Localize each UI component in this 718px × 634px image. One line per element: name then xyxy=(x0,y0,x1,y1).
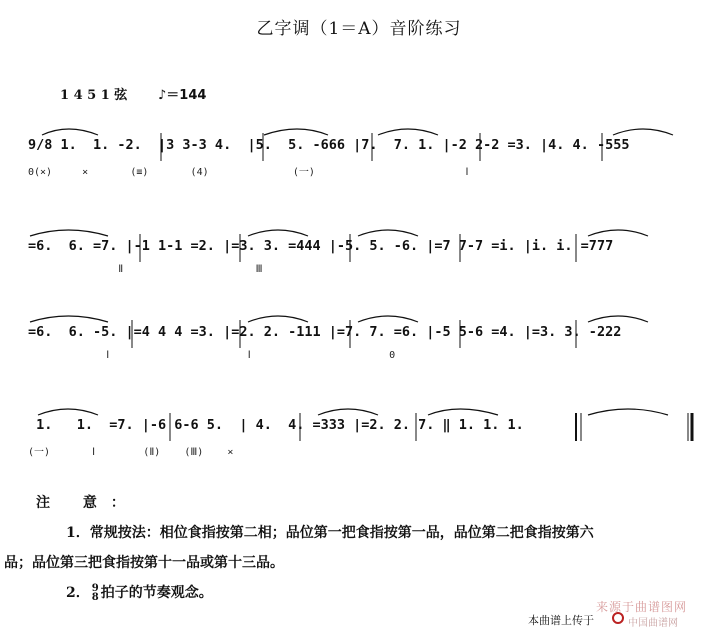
slur-arcs-row-3 xyxy=(28,312,696,372)
fraction-numerator: 9 xyxy=(91,583,99,594)
notes-heading: 注 意： xyxy=(36,495,139,511)
fraction-denominator: 8 xyxy=(91,592,99,603)
watermark-subtext: 中国曲谱网 xyxy=(628,618,678,629)
notes-line-2: =6. 6. =7. |-1 1-1 =2. |=3. 3. =444 |-5. 5. -6. |=7 7-7 =i. |i. i. =777 xyxy=(28,238,614,254)
notes-line-4: 1. 1. =7. |-6 6-6 5. | 4. 4. =333 |=2. 2. 7. ‖ 1. 1. 1. xyxy=(28,417,524,433)
time-signature-fraction xyxy=(92,584,99,602)
score-row-4 xyxy=(28,405,696,465)
tuning-suffix: 弦 xyxy=(114,88,128,103)
watermark-text: 来源于曲谱图网 xyxy=(596,600,688,614)
string-tuning xyxy=(60,84,127,103)
tuning-strings: 1 4 5 1 xyxy=(60,88,110,103)
site-logo-icon xyxy=(612,612,624,624)
tempo-marking: ♪＝144 xyxy=(158,88,207,103)
notes-item-2-text: 拍子的节奏观念。 xyxy=(100,585,213,601)
marks-line-2: Ⅱ Ⅲ xyxy=(28,264,263,275)
notes-section xyxy=(4,488,706,608)
notes-line-3: =6. 6. -5. |=4 4 4 =3. |=2. 2. -111 |=7. 7. =6. |-5 5-6 =4. |=3. 3. -222 xyxy=(28,324,622,340)
score-title: 乙字调（1＝A）音阶练习 xyxy=(256,19,462,39)
marks-line-1: 0(×) × (≡) (4) (一) Ⅰ xyxy=(28,167,469,178)
score-row-2 xyxy=(28,226,696,286)
marks-line-4: (一) Ⅰ (Ⅱ) (Ⅲ) × xyxy=(28,447,234,458)
notes-item-2-prefix: 2． xyxy=(66,585,90,601)
notes-item-1-line-2: 品；品位第三把食指按第十一品或第十三品。 xyxy=(4,555,284,571)
notes-item-1-line-1: 1．常规按法：相位食指按第二相；品位第一把食指按第一品，品位第二把食指按第六 xyxy=(66,525,594,541)
notes-line-1: 9/8 1. 1. -2. |3 3-3 4. |5. 5. -666 |7. 7. 1. |-2 2-2 =3. |4. 4. -555 xyxy=(28,137,630,153)
slur-arcs-row-2 xyxy=(28,226,696,286)
score-row-1 xyxy=(28,125,696,185)
source-text: 本曲谱上传于 xyxy=(528,614,594,627)
score-row-3 xyxy=(28,312,696,372)
marks-line-3: Ⅰ Ⅰ 0 xyxy=(28,350,396,361)
